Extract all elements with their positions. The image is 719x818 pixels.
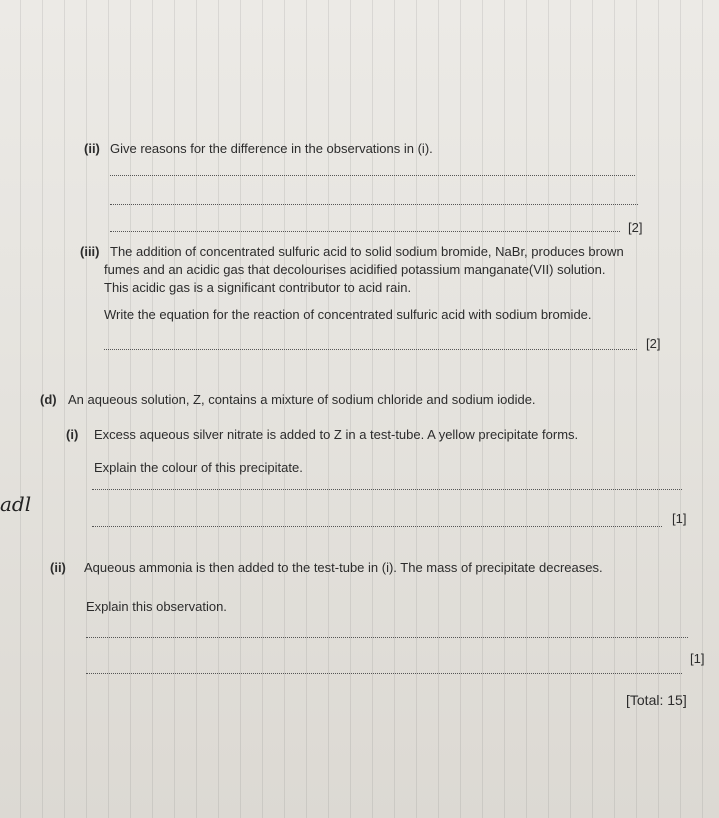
part-d-ii-question: Aqueous ammonia is then added to the test-tube in (i). The mass of precipitate decreases.	[84, 560, 603, 575]
part-iii-line-2: fumes and an acidic gas that decolourises acidified potassium manganate(VII) solution.	[104, 262, 606, 277]
answer-line[interactable]	[86, 637, 688, 638]
answer-line[interactable]	[92, 489, 682, 490]
part-d-i-label: (i)	[66, 427, 79, 442]
mark-allocation: [1]	[672, 511, 687, 526]
part-d-ii-label: (ii)	[50, 560, 66, 575]
mark-allocation: [2]	[628, 220, 643, 235]
part-iii-line-1: The addition of concentrated sulfuric acid to solid sodium bromide, NaBr, produces brown	[110, 244, 624, 259]
part-d-label: (d)	[40, 392, 57, 407]
answer-line[interactable]	[110, 175, 635, 176]
part-ii-label: (ii)	[84, 141, 100, 156]
part-d-question: An aqueous solution, Z, contains a mixture of sodium chloride and sodium iodide.	[68, 392, 536, 407]
part-ii-question: Give reasons for the difference in the observations in (i).	[110, 141, 433, 156]
part-iii-line-3: This acidic gas is a significant contributor to acid rain.	[104, 280, 412, 295]
answer-line[interactable]	[92, 526, 662, 527]
handwritten-note: adl	[0, 492, 32, 516]
answer-line[interactable]	[110, 204, 638, 205]
total-marks: [Total: 15]	[626, 692, 687, 708]
answer-line[interactable]	[110, 231, 620, 232]
part-d-i-prompt: Explain the colour of this precipitate.	[94, 460, 303, 475]
answer-line[interactable]	[86, 673, 682, 674]
part-iii-prompt: Write the equation for the reaction of concentrated sulfuric acid with sodium bromide.	[104, 307, 592, 322]
mark-allocation: [1]	[690, 651, 705, 666]
part-iii-label: (iii)	[80, 244, 100, 259]
mark-allocation: [2]	[646, 336, 661, 351]
part-d-ii-prompt: Explain this observation.	[86, 599, 227, 614]
part-d-i-question: Excess aqueous silver nitrate is added to Z in a test-tube. A yellow precipitate forms.	[94, 427, 579, 442]
answer-line[interactable]	[104, 349, 637, 350]
